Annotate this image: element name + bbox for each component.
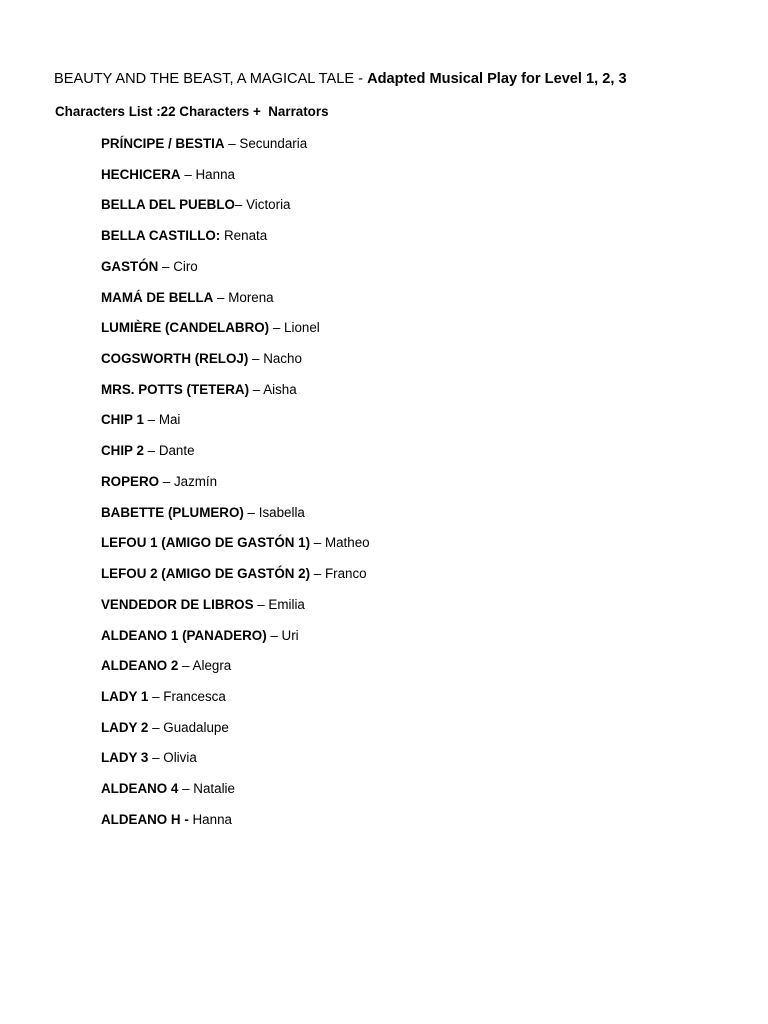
actor-name: Natalie bbox=[193, 781, 235, 797]
actor-name: Alegra bbox=[192, 658, 232, 674]
character-name: HECHICERA bbox=[101, 166, 181, 182]
separator: – bbox=[180, 166, 196, 182]
character-name: MAMÁ DE BELLA bbox=[101, 289, 214, 305]
actor-name: Hanna bbox=[195, 166, 235, 182]
separator: – bbox=[248, 351, 264, 367]
separator: – bbox=[249, 381, 264, 397]
separator: – bbox=[158, 258, 174, 274]
character-name: BELLA CASTILLO: bbox=[101, 228, 221, 244]
character-name: ALDEANO 4 bbox=[101, 781, 179, 797]
actor-name: Hanna bbox=[192, 811, 232, 827]
actor-name: Secundaria bbox=[239, 136, 308, 151]
character-name: CHIP 1 bbox=[101, 412, 144, 428]
list-item-body bbox=[101, 688, 226, 706]
actor-name: Isabella bbox=[258, 504, 305, 520]
separator: – bbox=[253, 596, 269, 612]
character-name: ALDEANO 1 (PANADERO) bbox=[101, 627, 267, 643]
separator: – bbox=[143, 443, 159, 459]
list-item-body bbox=[101, 596, 305, 614]
actor-name: Renata bbox=[224, 228, 268, 244]
separator: – bbox=[148, 719, 164, 735]
actor-name: Jazmín bbox=[173, 473, 218, 489]
separator: – bbox=[213, 289, 229, 305]
list-item-body bbox=[101, 196, 291, 214]
character-name: LEFOU 2 (AMIGO DE GASTÓN 2) bbox=[101, 566, 311, 582]
actor-name: Aisha bbox=[263, 381, 297, 397]
character-name: LUMIÈRE (CANDELABRO) bbox=[101, 320, 270, 336]
separator: – bbox=[148, 688, 164, 704]
title-main: BEAUTY AND THE BEAST, A MAGICAL TALE - bbox=[54, 71, 368, 87]
list-item-body bbox=[101, 534, 370, 552]
list-item-body bbox=[101, 227, 267, 245]
actor-name: Emilia bbox=[268, 596, 305, 612]
list-item-body bbox=[101, 780, 235, 798]
separator: – bbox=[148, 750, 164, 766]
character-name: ALDEANO H - bbox=[101, 811, 189, 827]
actor-name: Victoria bbox=[246, 197, 291, 213]
separator: – bbox=[178, 658, 193, 674]
character-name: COGSWORTH (RELOJ) bbox=[101, 351, 249, 367]
actor-name: Dante bbox=[158, 443, 195, 459]
character-name: VENDEDOR DE LIBROS bbox=[101, 596, 254, 612]
list-item-body bbox=[101, 657, 231, 675]
actor-name: Matheo bbox=[324, 535, 370, 551]
character-name: MRS. POTTS (TETERA) bbox=[101, 381, 250, 397]
character-name: LEFOU 1 (AMIGO DE GASTÓN 1) bbox=[101, 535, 311, 551]
separator: – bbox=[266, 627, 282, 643]
separator: – bbox=[269, 320, 285, 336]
separator: – bbox=[159, 473, 174, 489]
actor-name: Lionel bbox=[284, 320, 320, 336]
separator: – bbox=[224, 136, 240, 151]
list-item-body bbox=[101, 319, 320, 337]
separator: – bbox=[143, 412, 159, 428]
separator: – bbox=[234, 197, 247, 213]
list-item-body bbox=[101, 719, 229, 737]
list-item-body bbox=[101, 442, 195, 460]
actor-name: Morena bbox=[228, 289, 274, 305]
actor-name: Uri bbox=[281, 627, 299, 643]
character-name: GASTÓN bbox=[101, 258, 159, 274]
separator: – bbox=[310, 566, 325, 582]
list-item-body bbox=[101, 811, 232, 829]
list-item-body bbox=[101, 381, 297, 399]
list-item-body bbox=[101, 166, 235, 184]
list-item-body bbox=[101, 258, 198, 276]
characters-list-heading: Characters List :22 Characters + Narrators bbox=[55, 104, 329, 119]
actor-name: Nacho bbox=[263, 351, 302, 367]
actor-name: Olivia bbox=[163, 750, 197, 766]
actor-name: Franco bbox=[324, 566, 367, 582]
list-item-body bbox=[101, 411, 180, 429]
character-name: CHIP 2 bbox=[101, 443, 144, 459]
separator: – bbox=[310, 535, 325, 551]
separator: – bbox=[178, 781, 194, 797]
list-item-body bbox=[101, 627, 299, 645]
list-item-body bbox=[101, 565, 367, 583]
list-item-body bbox=[101, 749, 197, 767]
list-item-body bbox=[101, 504, 305, 522]
list-item-body bbox=[101, 473, 217, 491]
actor-name: Guadalupe bbox=[163, 719, 229, 735]
title-bold: Adapted Musical Play for Level 1, 2, 3 bbox=[367, 71, 627, 87]
document-title bbox=[54, 71, 627, 87]
character-name: ALDEANO 2 bbox=[101, 658, 179, 674]
character-name: LADY 3 bbox=[101, 750, 149, 766]
actor-name: Ciro bbox=[173, 258, 198, 274]
actor-name: Francesca bbox=[163, 688, 226, 704]
character-name: LADY 2 bbox=[101, 719, 149, 735]
list-item-body bbox=[101, 350, 302, 368]
character-name: PRÍNCIPE / BESTIA bbox=[101, 136, 225, 151]
list-item-body bbox=[101, 135, 307, 153]
separator: – bbox=[243, 504, 259, 520]
character-name: ROPERO bbox=[101, 473, 160, 489]
actor-name: Mai bbox=[158, 412, 181, 428]
character-name: LADY 1 bbox=[101, 688, 149, 704]
list-item-body bbox=[101, 289, 274, 307]
character-name: BELLA DEL PUEBLO bbox=[101, 197, 235, 213]
character-name: BABETTE (PLUMERO) bbox=[101, 504, 244, 520]
